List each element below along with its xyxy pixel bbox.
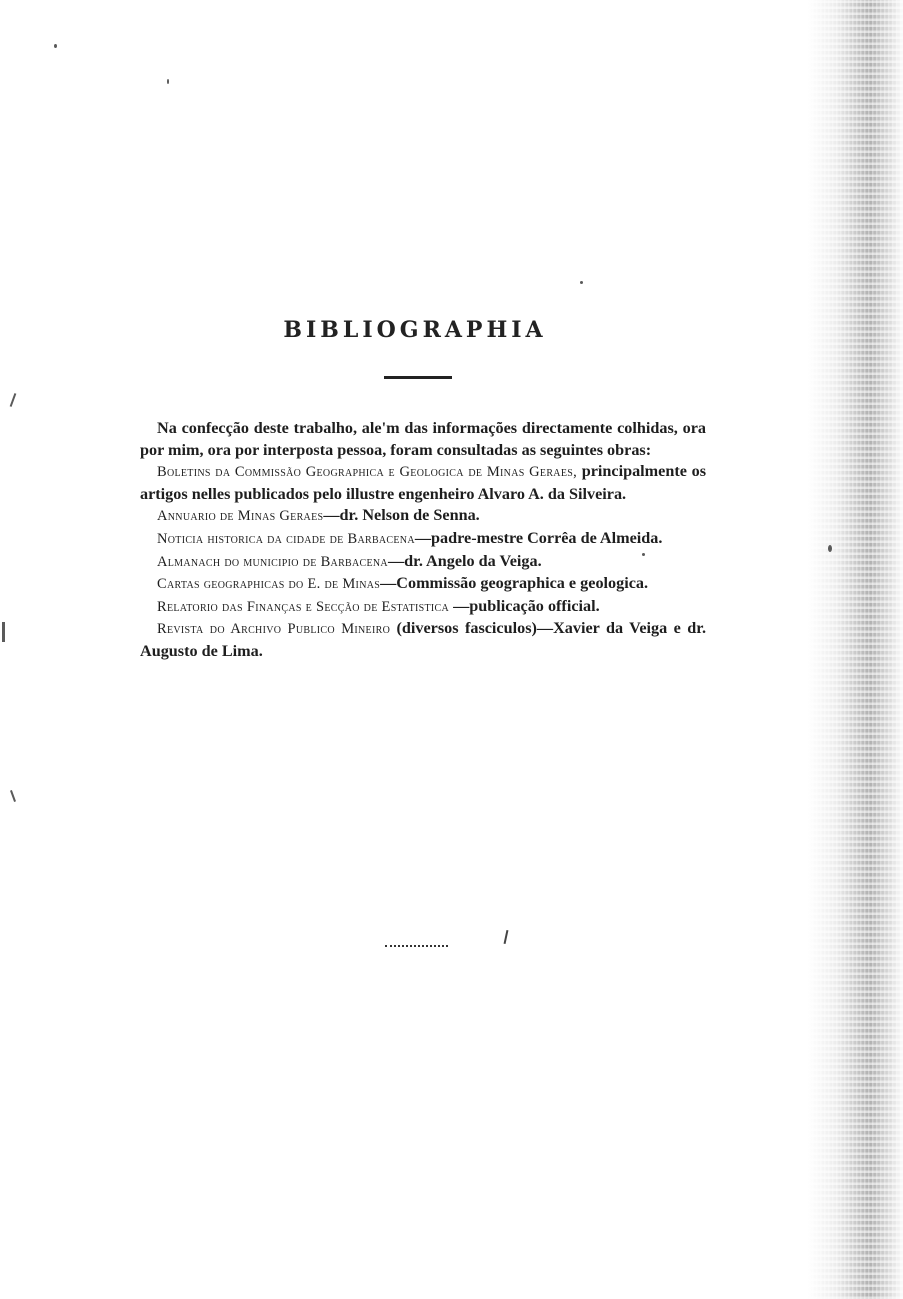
intro-paragraph: Na confecção deste trabalho, ale'm das informações directamente colhidas, ora por mim, ora por interposta pessoa, foram consultadas as seguintes obras: bbox=[140, 419, 706, 459]
entry-work: Annuario de Minas Geraes bbox=[157, 508, 324, 525]
entry-work: Boletins da Commissão Geographica e Geologica de Minas Geraes, bbox=[157, 464, 578, 481]
entry-work: Relatorio das Finanças e Secção de Estatistica bbox=[157, 598, 450, 615]
scan-mark bbox=[504, 930, 509, 944]
entry-work: Noticia historica da cidade de Barbacena bbox=[157, 530, 415, 547]
title-rule bbox=[384, 376, 452, 379]
closing-rule bbox=[385, 945, 448, 947]
scan-speck bbox=[167, 79, 169, 84]
bibliography-entry bbox=[140, 528, 706, 551]
bibliography-entry bbox=[140, 505, 706, 528]
entry-detail: —padre-mestre Corrêa de Almeida. bbox=[414, 528, 663, 547]
page-title: BIBLIOGRAPHIA bbox=[283, 316, 547, 343]
entry-work: Revista do Archivo Publico Mineiro bbox=[157, 621, 391, 638]
entry-detail: —Commissão geographica e geologica. bbox=[380, 574, 649, 593]
entry-detail: (diversos fasciculos)—Xavier da Veiga e dr. Augusto de Lima. bbox=[140, 619, 706, 660]
scan-speck bbox=[10, 790, 16, 802]
bibliography-body bbox=[140, 418, 706, 663]
bibliography-entry bbox=[140, 618, 706, 662]
scan-speck bbox=[580, 281, 583, 284]
entry-detail: principalmente os artigos nelles publicados pelo illustre engenheiro Alvaro A. da Silveira. bbox=[140, 462, 706, 503]
entry-work: Cartas geographicas do E. de Minas bbox=[157, 576, 381, 593]
entry-detail: —dr. Nelson de Senna. bbox=[323, 506, 480, 525]
entry-detail: —dr. Angelo da Veiga. bbox=[387, 551, 542, 570]
scan-speck bbox=[828, 545, 832, 552]
bibliography-entry bbox=[140, 596, 706, 619]
scan-speck bbox=[10, 393, 17, 407]
scan-speck bbox=[54, 44, 57, 48]
entry-detail: —publicação official. bbox=[449, 596, 600, 615]
bibliography-entry bbox=[140, 551, 706, 574]
scan-page-edge bbox=[808, 0, 903, 1299]
entry-work: Almanach do municipio de Barbacena bbox=[157, 553, 388, 570]
bibliography-entry bbox=[140, 461, 706, 505]
scan-speck bbox=[2, 622, 5, 642]
bibliography-entry bbox=[140, 573, 706, 596]
